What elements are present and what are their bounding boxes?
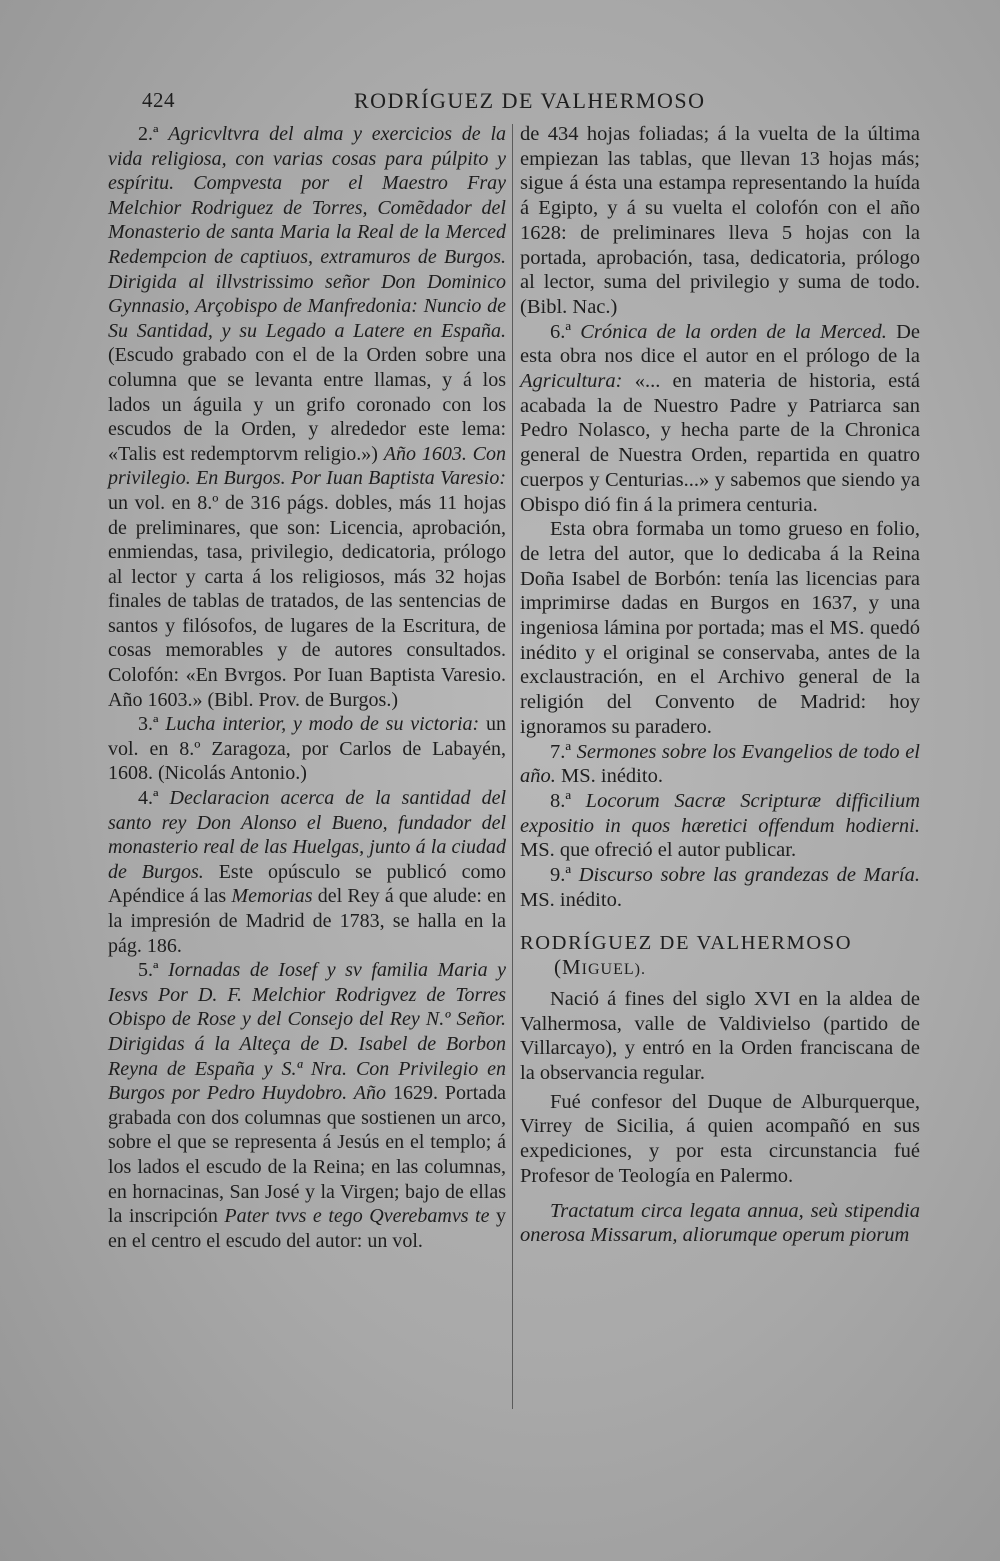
entry-number: 9.ª	[550, 864, 572, 887]
left-column	[108, 122, 506, 1253]
biography-forename	[520, 955, 920, 983]
forename-rest: IGUEL).	[581, 961, 646, 979]
entry-number: 8.ª	[550, 789, 572, 812]
entry-description-continued: un vol. en 8.º de 316 págs. dobles, más 11 hojas de preliminares, que son: Licencia, aprobación, enmiendas, tasa, privilegio, dedicatoria, prólogo al lector y carta á los religiosos, más 32 hojas finales de tablas de tratados, de las sentencias de santos y filósofos, de lugares de la Escritura, de cosas memorables y de autores consultados. Colofón: «En Bvrgos. Por Iuan Baptista Varesio. Año 1603.» (Bibl. Prov. de Burgos.)	[108, 491, 506, 711]
entry-7	[520, 740, 920, 789]
biography-paragraph-1: Nació á fines del siglo XVI en la aldea de Valhermosa, valle de Valdivielso (partido de Villarcayo), y entró en la Orden franciscana de la observancia regular.	[520, 987, 920, 1085]
entry-2	[108, 122, 506, 712]
running-head	[142, 88, 912, 118]
entry-number: 5.ª	[138, 959, 159, 982]
entry-5-continuation: de 434 hojas foliadas; á la vuelta de la última empiezan las tablas, que llevan 13 hojas más; sigue á ésta una estampa representando la huída á Egipto, y á su vuelta el colofón con el año 1628: de preliminares lleva 5 hojas con la portada, aprobación, tasa, dedicatoria, prólogo al lector, suma del privilegio y suma de todo. (Bibl. Nac.)	[520, 123, 920, 318]
entry-description: (Escudo grabado con el de la Orden sobre una columna que se levanta entre llamas, y á los lados un águila y un grifo coronado con los escudos de la Orden, y alrededor este lema: «Talis est redemptorvm religio.»)	[108, 344, 506, 465]
entry-6-paragraph-2: Esta obra formaba un tomo grueso en folio, de letra del autor, que lo dedicaba á la Reina Doña Isabel de Borbón: tenía las licencias para imprimirse dadas en Burgos en 1637, y una ingeniosa lámina por portada; mas el MS. quedó inédito y el original se conservaba, antes de la exclaustración, en el Archivo general de la religión del Convento de Madrid: hoy ignoramos su paradero.	[520, 518, 920, 738]
entry-title: Declaracion acerca de la santidad del santo rey Don Alonso el Bueno, fundador del monasterio real de las Huelgas, junto á la ciudad de Burgos.	[108, 787, 507, 883]
column-divider	[512, 124, 513, 1409]
forename-initial: (M	[554, 955, 582, 980]
entry-title: Iornadas de Iosef y sv familia Maria y Iesvs Por D. F. Melchior Rodrigvez de Torres Obispo de Rose y del Consejo del Rey N.º Señor. Dirigidas á la Alteça de D. Isabel de Borbon Reyna de España y S.ª Nra. Con Privilegio en Burgos por Pedro Huydobro. Año	[108, 959, 506, 1105]
entry-4	[108, 786, 506, 958]
entry-title: Discurso sobre las grandezas de María.	[578, 864, 920, 887]
entry-description-continued: y en el centro el escudo del autor: un vol.	[108, 1205, 506, 1252]
entry-description: un vol. en 8.º Zaragoza, por Carlos de Labayén, 1608. (Nicolás Antonio.)	[108, 713, 507, 785]
entry-5	[108, 958, 506, 1253]
entry-description-continued: «... en materia de historia, está acabada la de Nuestro Padre y Patriarca san Pedro Nolasco, y hecha parte de la Chronica general de Nuestra Orden, repartida en quatro cuerpos y Centurias...» y sabemos que siendo ya Obispo dió fin á la primera centuria.	[520, 370, 920, 516]
entry-description: Este opúsculo se publicó como Apéndice á las	[108, 860, 506, 908]
biography-paragraph-2: Fué confesor del Duque de Alburquerque, Virrey de Sicilia, á quien acompañó en sus expediciones, y por esta circunstancia fué Profesor de Teología en Palermo.	[520, 1090, 920, 1187]
entry-number: 7.ª	[550, 740, 572, 763]
right-column	[520, 122, 920, 1248]
entry-work-reference: Memorias	[231, 885, 313, 908]
entry-9	[520, 863, 920, 912]
entry-title: Lucha interior, y modo de su victoria:	[165, 713, 480, 736]
entry-description: MS. inédito.	[520, 888, 622, 911]
entry-title: Locorum Sacræ Scripturæ difficilium expositio in quos hæretici offendum hodierni.	[520, 789, 920, 837]
entry-number: 2.ª	[138, 123, 159, 145]
entry-3	[108, 712, 506, 786]
entry-description: 1629. Portada grabada con dos columnas que sostienen un arco, sobre el que se representa á Jesús en el templo; á los lados el escudo de la Reina; en las columnas, en hornacinas, San José y la Virgen; bajo de ellas la inscripción	[108, 1082, 506, 1228]
entry-number: 3.ª	[138, 713, 159, 736]
entry-title: Sermones sobre los Evangelios de todo el año.	[520, 740, 921, 788]
entry-title: Agricvltvra del alma y exercicios de la vida religiosa, con varias cosas para púlpito y espíritu. Compvesta por el Maestro Fray Melchior Rodriguez de Torres, Comẽdador del Monasterio de santa Maria la Real de la Merced Redempcion de captiuos, extramuros de Burgos. Dirigida al illvstrissimo señor Don Dominico Gynnasio, Arçobispo de Manfredonia: Nuncio de Su Santidad, y su Legado a Latere en España.	[108, 123, 507, 342]
entry-description-continued: del Rey á que alude: en la impresión de Madrid de 1783, se halla en la pág. 186.	[108, 885, 506, 957]
entry-6	[520, 320, 920, 518]
running-title: RODRÍGUEZ DE VALHERMOSO	[354, 88, 706, 113]
biography-heading: RODRÍGUEZ DE VALHERMOSO	[520, 931, 853, 954]
page-number: 424	[142, 88, 175, 112]
entry-description: MS. que ofreció el autor publicar.	[520, 839, 797, 862]
entry-number: 4.ª	[138, 787, 159, 810]
entry-inscription: Pater tvvs e tego Qverebamvs te	[224, 1205, 490, 1228]
entry-work-reference: Agricultura:	[520, 370, 623, 393]
entry-imprint: Año 1603. Con privilegio. En Burgos. Por Iuan Baptista Varesio:	[108, 442, 506, 490]
entry-title: Crónica de la orden de la Merced.	[580, 320, 887, 343]
entry-description: MS. inédito.	[555, 765, 663, 788]
entry-8	[520, 789, 920, 863]
entry-number: 6.ª	[550, 320, 572, 343]
entry-description: De esta obra nos dice el autor en el prólogo de la	[520, 320, 920, 368]
biography-work-title: Tractatum circa legata annua, seù stipendia onerosa Missarum, aliorumque operum piorum	[520, 1199, 920, 1247]
